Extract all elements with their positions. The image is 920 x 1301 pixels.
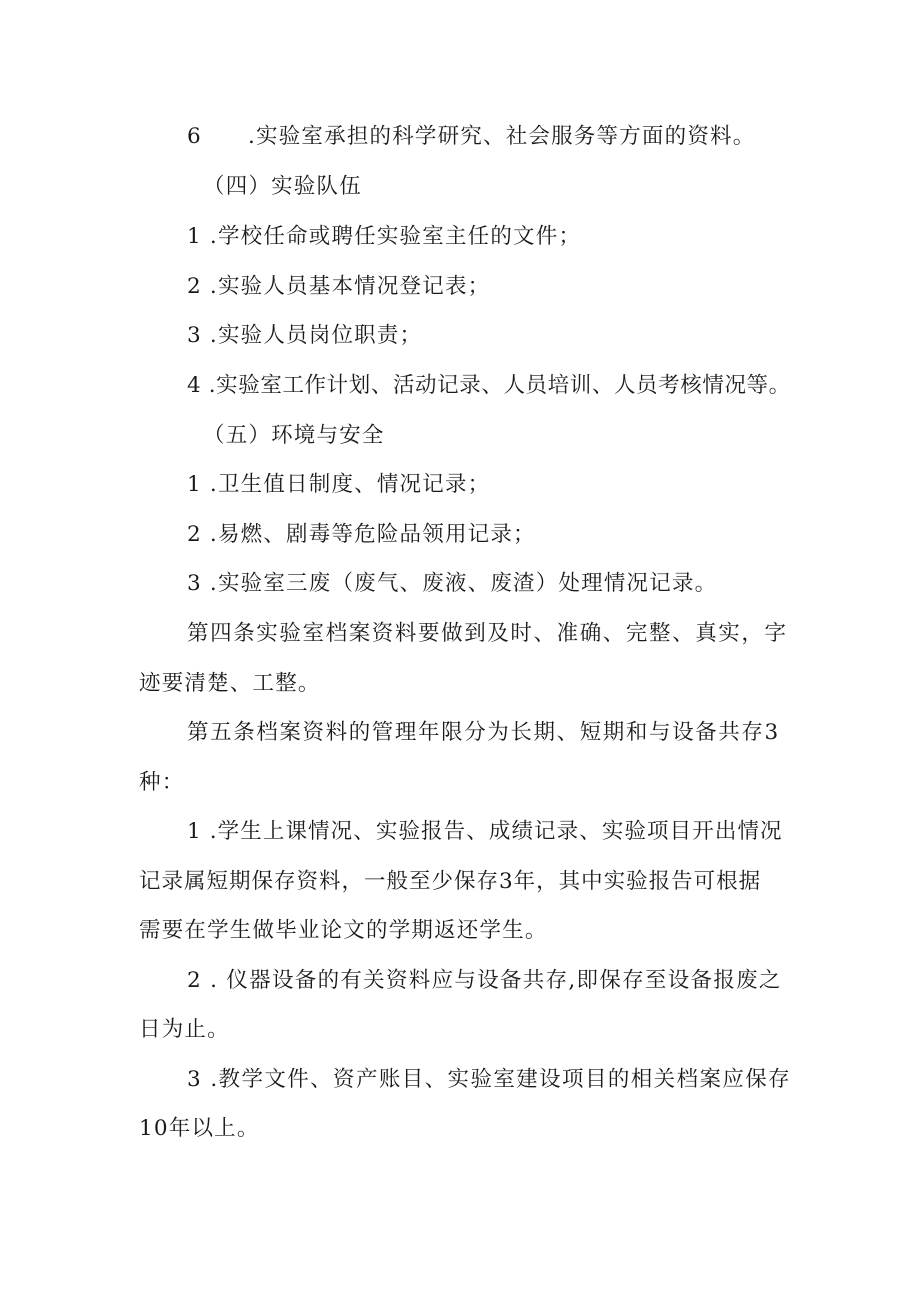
list-item: 1 .卫生值日制度、情况记录；	[187, 472, 491, 497]
item-text: .实验室承担的科学研究、社会服务等方面的资料。	[248, 124, 756, 149]
article-paragraph-cont: 迹要清楚、工整。	[139, 671, 321, 696]
list-item: 4 .实验室工作计划、活动记录、人员培训、人员考核情况等。	[187, 373, 791, 398]
list-item: 3 .实验人员岗位职责；	[187, 323, 423, 348]
retention-item: 2 . 仪器设备的有关资料应与设备共存,即保存至设备报废之	[187, 968, 782, 993]
section-heading: （四）实验队伍	[203, 174, 362, 199]
article-paragraph-cont: 种：	[139, 770, 185, 795]
item-number: 6	[187, 124, 201, 149]
list-item: 1 .学校任命或聘任实验室主任的文件；	[187, 224, 582, 249]
section-heading: （五）环境与安全	[203, 423, 385, 448]
list-item: 2 .易燃、剧毒等危险品领用记录；	[187, 522, 536, 547]
retention-item: 3 .教学文件、资产账目、实验室建设项目的相关档案应保存	[187, 1067, 792, 1092]
article-paragraph: 第五条档案资料的管理年限分为长期、短期和与设备共存3	[187, 720, 780, 745]
retention-item-cont: 日为止。	[139, 1017, 230, 1042]
list-item: 2 .实验人员基本情况登记表；	[187, 274, 491, 299]
retention-item-cont: 需要在学生做毕业论文的学期返还学生。	[139, 918, 548, 943]
retention-item: 1 .学生上课情况、实验报告、成绩记录、实验项目开出情况	[187, 819, 783, 844]
retention-item-cont: 10年以上。	[139, 1116, 260, 1141]
article-paragraph: 第四条实验室档案资料要做到及时、准确、完整、真实，字	[187, 621, 788, 646]
retention-item-cont: 记录属短期保存资料，一般至少保存3年，其中实验报告可根据	[139, 869, 762, 894]
list-item: 3 .实验室三废（废气、废液、废渣）处理情况记录。	[187, 571, 718, 596]
